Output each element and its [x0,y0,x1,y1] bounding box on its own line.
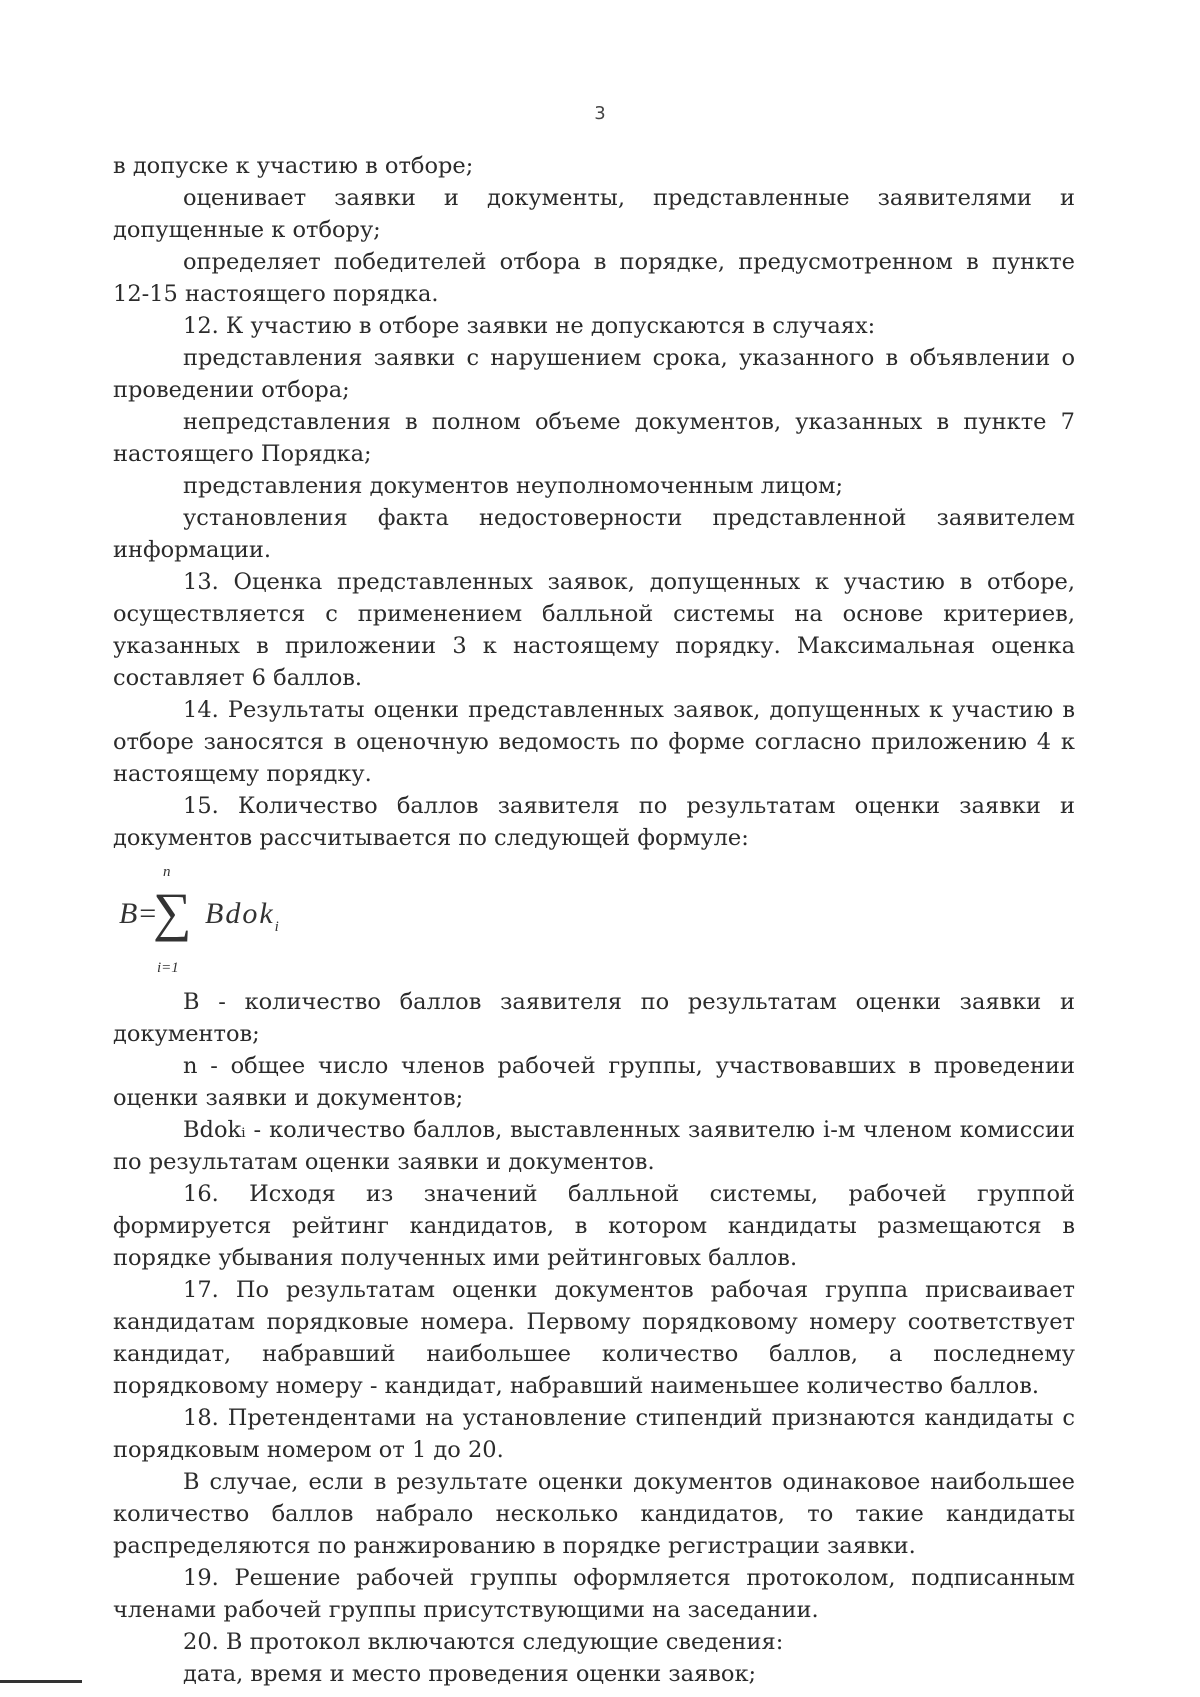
paragraph: дата, время и место проведения оценки заявок; [183,1661,757,1687]
definition-bdok: Bdokᵢ - количество баллов, выставленных заявителю i-м членом комиссии по результатам оценки заявки и документов. [113,1117,1075,1175]
formula-term-text: Bdok [205,897,275,930]
definition-n: n - общее число членов рабочей группы, участвовавших в проведении оценки заявки и документов; [113,1053,1075,1111]
paragraph: В случае, если в результате оценки документов одинаковое наибольшее количество баллов набрало несколько кандидатов, то такие кандидаты распределяются по ранжированию в порядке регистрации заявки. [113,1469,1075,1559]
paragraph: 13. Оценка представленных заявок, допущенных к участию в отборе, осуществляется с применением балльной системы на основе критериев, указанных в приложении 3 к настоящему порядку. Максимальная оценка составляет 6 баллов. [113,569,1075,691]
page-number: 3 [594,103,606,124]
paragraph: оценивает заявки и документы, представленные заявителями и допущенные к отбору; [113,185,1075,243]
score-formula [113,854,1075,986]
formula-lower-limit: i=1 [157,960,179,976]
formula-lhs: B= [119,897,158,930]
paragraph: 17. По результатам оценки документов рабочая группа присваивает кандидатам порядковые номера. Первому порядковому номеру соответствует кандидат, набравший наибольшее количество баллов, а последнему порядковому номеру - кандидат, набравший наименьшее количество баллов. [113,1277,1075,1399]
formula-upper-limit: n [163,864,171,880]
paragraph: представления документов неуполномоченным лицом; [183,473,844,499]
paragraph: непредставления в полном объеме документов, указанных в пункте 7 настоящего Порядка; [113,409,1075,467]
document-body [113,150,1075,1690]
paragraph: 18. Претендентами на установление стипендий признаются кандидаты с порядковым номером от 1 до 20. [113,1405,1075,1463]
paragraph: определяет победителей отбора в порядке, предусмотренном в пункте 12-15 настоящего порядка. [113,249,1075,307]
scan-edge-line [0,1680,82,1683]
paragraph: 14. Результаты оценки представленных заявок, допущенных к участию в отборе заносятся в оценочную ведомость по форме согласно приложению 4 к настоящему порядку. [113,697,1075,787]
formula-subscript: i [274,919,279,935]
paragraph: 16. Исходя из значений балльной системы, рабочей группой формируется рейтинг кандидатов, в котором кандидаты размещаются в порядке убывания полученных ими рейтинговых баллов. [113,1181,1075,1271]
paragraph: 12. К участию в отборе заявки не допускаются в случаях: [183,313,876,339]
paragraph: 15. Количество баллов заявителя по результатам оценки заявки и документов рассчитывается по следующей формуле: [113,793,1075,851]
formula-term [205,898,279,943]
paragraph: 19. Решение рабочей группы оформляется протоколом, подписанным членами рабочей группы присутствующими на заседании. [113,1565,1075,1623]
paragraph: в допуске к участию в отборе; [113,153,474,179]
paragraph: представления заявки с нарушением срока, указанного в объявлении о проведении отбора; [113,345,1075,403]
paragraph: установления факта недостоверности представленной заявителем информации. [113,505,1075,563]
definition-b: B - количество баллов заявителя по результатам оценки заявки и документов; [113,989,1075,1047]
paragraph: 20. В протокол включаются следующие сведения: [183,1629,784,1655]
formula-sum-symbol: ∑ [153,882,192,942]
